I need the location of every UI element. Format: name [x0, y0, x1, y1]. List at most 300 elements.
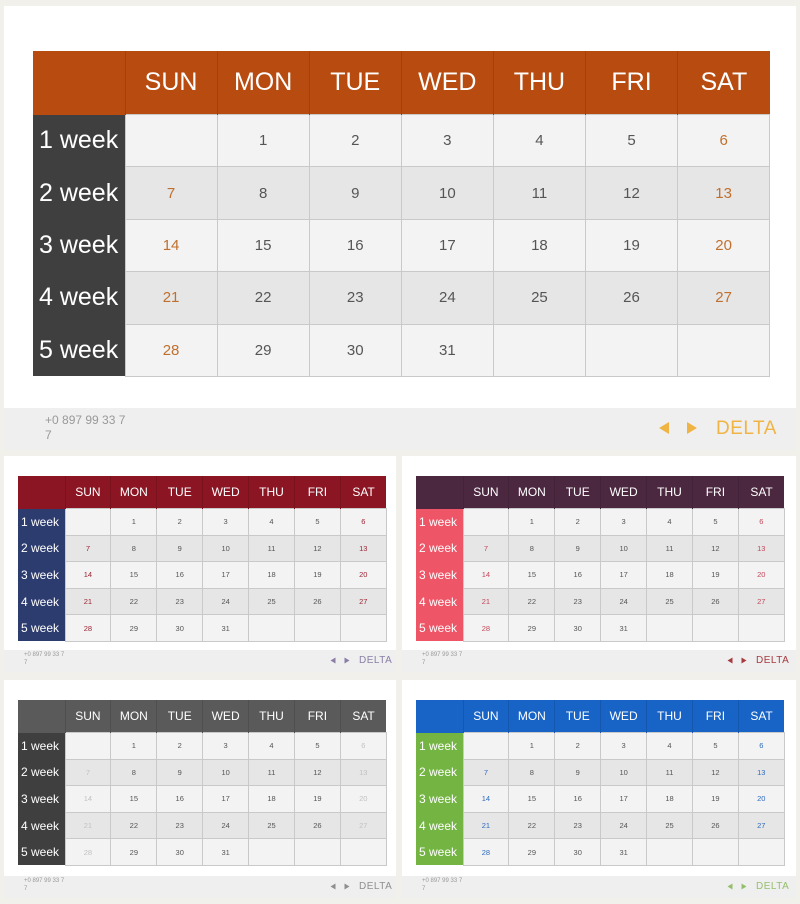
week-label: 3 week	[416, 562, 463, 589]
week-row	[416, 786, 784, 813]
week-label: 2 week	[416, 535, 463, 562]
day-cell[interactable]: 10	[203, 535, 249, 562]
day-cell[interactable]: 11	[647, 759, 693, 786]
day-cell[interactable]: 27	[738, 588, 784, 615]
slide-footer	[4, 408, 796, 450]
day-cell[interactable]: 8	[217, 167, 309, 219]
day-header-fri: FRI	[692, 476, 738, 509]
day-cell[interactable]: 2	[555, 733, 601, 760]
day-cell[interactable]: 29	[217, 324, 309, 376]
week-label: 2 week	[33, 167, 125, 219]
day-cell[interactable]: 30	[157, 839, 203, 866]
day-cell[interactable]: 22	[111, 812, 157, 839]
day-cell[interactable]: 7	[65, 535, 111, 562]
day-cell[interactable]: 13	[340, 759, 386, 786]
week-row	[33, 324, 770, 376]
week-label: 4 week	[18, 588, 65, 615]
day-cell[interactable]	[463, 509, 509, 536]
day-header-wed: WED	[203, 476, 249, 509]
week-label: 1 week	[18, 733, 65, 760]
day-header-fri: FRI	[294, 700, 340, 733]
brand-name: DELTA	[716, 418, 777, 439]
week-label: 1 week	[416, 509, 463, 536]
day-cell[interactable]: 11	[493, 167, 585, 219]
next-arrow-icon[interactable]	[344, 883, 350, 890]
day-cell[interactable]: 1	[111, 509, 157, 536]
day-cell[interactable]: 26	[692, 588, 738, 615]
day-cell[interactable]: 25	[493, 272, 585, 324]
day-cell[interactable]: 31	[601, 839, 647, 866]
day-cell[interactable]: 13	[340, 535, 386, 562]
day-cell[interactable]: 7	[463, 759, 509, 786]
day-cell[interactable]: 13	[678, 167, 770, 219]
day-header-sun: SUN	[125, 51, 217, 115]
header-corner	[33, 51, 125, 115]
day-cell[interactable]: 23	[157, 588, 203, 615]
day-header-mon: MON	[217, 51, 309, 115]
day-cell[interactable]: 16	[555, 562, 601, 589]
week-label: 2 week	[416, 759, 463, 786]
day-cell[interactable]: 17	[401, 219, 493, 271]
week-row	[18, 509, 386, 536]
day-cell[interactable]: 14	[125, 219, 217, 271]
week-label: 5 week	[416, 839, 463, 866]
phone-number: +0 897 99 33 7 7	[45, 413, 126, 442]
next-arrow-icon[interactable]	[741, 883, 747, 890]
day-cell[interactable]: 3	[401, 115, 493, 167]
day-cell[interactable]: 15	[509, 786, 555, 813]
day-cell[interactable]: 17	[203, 562, 249, 589]
day-cell[interactable]: 25	[647, 588, 693, 615]
day-cell[interactable]: 30	[309, 324, 401, 376]
calendar-slide-blue	[402, 680, 796, 898]
week-row	[18, 812, 386, 839]
calendar-header-row	[18, 700, 386, 733]
day-header-tue: TUE	[555, 700, 601, 733]
day-cell[interactable]: 12	[692, 535, 738, 562]
day-cell[interactable]: 21	[463, 812, 509, 839]
day-header-thu: THU	[493, 51, 585, 115]
day-cell[interactable]: 6	[738, 509, 784, 536]
week-row	[416, 562, 784, 589]
day-cell[interactable]: 10	[601, 535, 647, 562]
day-header-thu: THU	[249, 476, 295, 509]
day-cell[interactable]: 26	[692, 812, 738, 839]
day-cell[interactable]: 12	[692, 759, 738, 786]
day-cell[interactable]: 16	[157, 562, 203, 589]
day-cell[interactable]: 14	[65, 786, 111, 813]
day-cell[interactable]: 18	[249, 786, 295, 813]
week-row	[18, 733, 386, 760]
week-label: 3 week	[416, 786, 463, 813]
week-label: 5 week	[18, 615, 65, 642]
day-header-wed: WED	[401, 51, 493, 115]
day-cell[interactable]: 19	[294, 786, 340, 813]
week-row	[416, 812, 784, 839]
day-cell[interactable]: 8	[509, 759, 555, 786]
day-cell[interactable]: 6	[738, 733, 784, 760]
day-header-wed: WED	[203, 700, 249, 733]
week-label: 1 week	[33, 115, 125, 167]
calendar-header-row	[33, 51, 770, 115]
day-cell[interactable]: 15	[509, 562, 555, 589]
day-header-sun: SUN	[65, 700, 111, 733]
week-row	[416, 588, 784, 615]
day-header-tue: TUE	[309, 51, 401, 115]
day-cell[interactable]: 21	[65, 812, 111, 839]
day-cell[interactable]	[493, 324, 585, 376]
day-cell[interactable]: 19	[692, 562, 738, 589]
day-cell[interactable]: 29	[509, 615, 555, 642]
day-cell[interactable]: 23	[309, 272, 401, 324]
day-cell[interactable]: 4	[493, 115, 585, 167]
next-arrow-icon[interactable]	[741, 657, 747, 664]
day-cell[interactable]	[738, 615, 784, 642]
day-cell[interactable]	[678, 324, 770, 376]
week-row	[416, 733, 784, 760]
day-cell[interactable]: 14	[463, 786, 509, 813]
day-cell[interactable]: 8	[509, 535, 555, 562]
prev-arrow-icon[interactable]	[727, 883, 733, 890]
day-cell[interactable]: 22	[217, 272, 309, 324]
day-cell[interactable]: 29	[111, 839, 157, 866]
day-cell[interactable]: 25	[647, 812, 693, 839]
week-row	[18, 535, 386, 562]
day-cell[interactable]: 10	[401, 167, 493, 219]
week-row	[18, 615, 386, 642]
week-row	[18, 786, 386, 813]
week-row	[416, 839, 784, 866]
day-cell[interactable]: 6	[340, 509, 386, 536]
calendar-table	[18, 476, 387, 642]
day-cell[interactable]: 19	[294, 562, 340, 589]
day-header-sat: SAT	[340, 476, 386, 509]
week-label: 5 week	[18, 839, 65, 866]
day-cell[interactable]: 1	[217, 115, 309, 167]
phone-number: +0 897 99 33 7 7	[422, 878, 463, 892]
next-arrow-icon[interactable]	[344, 657, 350, 664]
calendar-table	[18, 700, 387, 866]
header-corner	[416, 476, 463, 509]
day-cell[interactable]: 11	[647, 535, 693, 562]
day-cell[interactable]: 31	[401, 324, 493, 376]
day-header-mon: MON	[509, 476, 555, 509]
day-header-mon: MON	[111, 476, 157, 509]
week-label: 1 week	[18, 509, 65, 536]
day-cell[interactable]: 27	[738, 812, 784, 839]
calendar-header-row	[416, 476, 784, 509]
day-header-tue: TUE	[157, 700, 203, 733]
week-label: 4 week	[18, 812, 65, 839]
day-cell[interactable]: 17	[203, 786, 249, 813]
header-corner	[416, 700, 463, 733]
day-cell[interactable]: 20	[678, 219, 770, 271]
day-cell[interactable]: 2	[157, 509, 203, 536]
day-cell[interactable]: 24	[401, 272, 493, 324]
day-cell[interactable]: 25	[249, 812, 295, 839]
day-cell[interactable]: 28	[65, 615, 111, 642]
day-cell[interactable]	[340, 615, 386, 642]
day-header-thu: THU	[647, 700, 693, 733]
week-label: 3 week	[18, 786, 65, 813]
week-row	[18, 588, 386, 615]
day-cell[interactable]: 18	[249, 562, 295, 589]
day-cell[interactable]: 28	[125, 324, 217, 376]
day-cell[interactable]: 30	[555, 615, 601, 642]
day-cell[interactable]: 21	[65, 588, 111, 615]
slide-nav	[727, 657, 747, 664]
day-cell[interactable]: 16	[555, 786, 601, 813]
day-cell[interactable]: 10	[601, 759, 647, 786]
day-cell[interactable]: 30	[555, 839, 601, 866]
day-cell[interactable]: 31	[601, 615, 647, 642]
day-cell[interactable]: 5	[294, 733, 340, 760]
phone-number: +0 897 99 33 7 7	[24, 878, 65, 892]
day-cell[interactable]: 5	[692, 509, 738, 536]
day-cell[interactable]	[125, 115, 217, 167]
day-cell[interactable]	[738, 839, 784, 866]
day-cell[interactable]	[692, 615, 738, 642]
week-row	[416, 759, 784, 786]
week-row	[18, 839, 386, 866]
header-corner	[18, 476, 65, 509]
day-cell[interactable]: 9	[309, 167, 401, 219]
day-header-mon: MON	[509, 700, 555, 733]
day-cell[interactable]: 3	[203, 509, 249, 536]
day-cell[interactable]: 16	[309, 219, 401, 271]
day-cell[interactable]: 3	[601, 509, 647, 536]
day-cell[interactable]: 11	[249, 535, 295, 562]
day-header-fri: FRI	[585, 51, 677, 115]
slide-footer	[4, 650, 396, 672]
week-row	[416, 509, 784, 536]
week-row	[18, 562, 386, 589]
day-cell[interactable]: 24	[203, 812, 249, 839]
prev-arrow-icon[interactable]	[330, 657, 336, 664]
day-cell[interactable]: 7	[463, 535, 509, 562]
day-cell[interactable]: 19	[692, 786, 738, 813]
day-cell[interactable]	[585, 324, 677, 376]
day-cell[interactable]: 5	[294, 509, 340, 536]
day-cell[interactable]: 12	[294, 535, 340, 562]
day-cell[interactable]: 28	[65, 839, 111, 866]
day-header-sat: SAT	[738, 700, 784, 733]
week-row	[33, 167, 770, 219]
day-cell[interactable]: 1	[509, 733, 555, 760]
day-cell[interactable]: 2	[309, 115, 401, 167]
day-cell[interactable]: 3	[601, 733, 647, 760]
day-cell[interactable]: 27	[678, 272, 770, 324]
slide-nav	[658, 421, 698, 435]
day-cell[interactable]	[340, 839, 386, 866]
day-cell[interactable]: 2	[157, 733, 203, 760]
day-cell[interactable]: 26	[294, 588, 340, 615]
week-label: 2 week	[18, 535, 65, 562]
day-cell[interactable]: 5	[692, 733, 738, 760]
day-cell[interactable]: 28	[463, 839, 509, 866]
day-cell[interactable]: 13	[738, 535, 784, 562]
calendar-slide-plum	[402, 456, 796, 672]
day-cell[interactable]	[294, 839, 340, 866]
day-header-mon: MON	[111, 700, 157, 733]
day-cell[interactable]	[294, 615, 340, 642]
day-cell[interactable]: 28	[463, 615, 509, 642]
header-corner	[18, 700, 65, 733]
week-row	[33, 115, 770, 167]
week-row	[18, 759, 386, 786]
phone-number: +0 897 99 33 7 7	[422, 652, 463, 666]
calendar-header-row	[416, 700, 784, 733]
day-cell[interactable]: 9	[555, 535, 601, 562]
week-row	[33, 219, 770, 271]
day-cell[interactable]: 13	[738, 759, 784, 786]
day-cell[interactable]: 18	[647, 562, 693, 589]
week-label: 2 week	[18, 759, 65, 786]
day-header-tue: TUE	[157, 476, 203, 509]
slide-nav	[727, 883, 747, 890]
day-header-tue: TUE	[555, 476, 601, 509]
day-cell[interactable]	[65, 509, 111, 536]
week-label: 3 week	[18, 562, 65, 589]
day-cell[interactable]: 19	[585, 219, 677, 271]
prev-arrow-icon[interactable]	[330, 883, 336, 890]
day-header-sun: SUN	[463, 700, 509, 733]
day-cell[interactable]: 20	[738, 786, 784, 813]
calendar-slide-large	[4, 6, 796, 450]
day-cell[interactable]: 17	[601, 562, 647, 589]
day-cell[interactable]: 12	[585, 167, 677, 219]
day-cell[interactable]	[647, 615, 693, 642]
day-header-sat: SAT	[738, 476, 784, 509]
day-cell[interactable]: 21	[463, 588, 509, 615]
day-cell[interactable]: 4	[249, 733, 295, 760]
day-cell[interactable]: 26	[585, 272, 677, 324]
day-cell[interactable]: 24	[601, 588, 647, 615]
day-header-sat: SAT	[340, 700, 386, 733]
day-cell[interactable]: 15	[111, 786, 157, 813]
week-label: 4 week	[33, 272, 125, 324]
slide-footer	[402, 876, 796, 898]
day-header-sun: SUN	[65, 476, 111, 509]
week-label: 3 week	[33, 219, 125, 271]
brand-name: DELTA	[359, 881, 393, 892]
calendar-table	[416, 700, 785, 866]
day-cell[interactable]	[647, 839, 693, 866]
week-label: 4 week	[416, 588, 463, 615]
day-cell[interactable]: 12	[294, 759, 340, 786]
calendar-header-row	[18, 476, 386, 509]
day-cell[interactable]: 31	[203, 839, 249, 866]
day-cell[interactable]: 22	[111, 588, 157, 615]
day-cell[interactable]: 20	[738, 562, 784, 589]
day-cell[interactable]: 9	[157, 759, 203, 786]
day-cell[interactable]: 4	[647, 509, 693, 536]
day-cell[interactable]: 11	[249, 759, 295, 786]
day-cell[interactable]: 17	[601, 786, 647, 813]
day-cell[interactable]: 23	[555, 588, 601, 615]
day-cell[interactable]: 4	[249, 509, 295, 536]
prev-arrow-icon[interactable]	[727, 657, 733, 664]
day-cell[interactable]: 14	[65, 562, 111, 589]
day-cell[interactable]: 24	[601, 812, 647, 839]
day-cell[interactable]: 24	[203, 588, 249, 615]
day-cell[interactable]: 6	[678, 115, 770, 167]
day-cell[interactable]	[463, 733, 509, 760]
day-cell[interactable]: 23	[555, 812, 601, 839]
day-cell[interactable]: 18	[493, 219, 585, 271]
day-cell[interactable]: 1	[509, 509, 555, 536]
day-cell[interactable]: 15	[111, 562, 157, 589]
next-arrow-icon[interactable]	[686, 421, 698, 435]
day-cell[interactable]: 15	[217, 219, 309, 271]
brand-name: DELTA	[756, 881, 790, 892]
day-header-fri: FRI	[692, 700, 738, 733]
day-header-fri: FRI	[294, 476, 340, 509]
prev-arrow-icon[interactable]	[658, 421, 670, 435]
day-header-thu: THU	[249, 700, 295, 733]
day-cell[interactable]: 14	[463, 562, 509, 589]
day-cell[interactable]: 4	[647, 733, 693, 760]
day-cell[interactable]: 2	[555, 509, 601, 536]
day-cell[interactable]	[692, 839, 738, 866]
day-cell[interactable]: 27	[340, 812, 386, 839]
day-cell[interactable]	[249, 615, 295, 642]
day-cell[interactable]: 10	[203, 759, 249, 786]
brand-name: DELTA	[359, 655, 393, 666]
slide-nav	[330, 883, 350, 890]
day-cell[interactable]: 25	[249, 588, 295, 615]
day-cell[interactable]	[65, 733, 111, 760]
day-cell[interactable]: 27	[340, 588, 386, 615]
day-cell[interactable]: 31	[203, 615, 249, 642]
day-cell[interactable]: 29	[111, 615, 157, 642]
calendar-slide-crimson	[4, 456, 396, 672]
day-cell[interactable]: 18	[647, 786, 693, 813]
week-label: 4 week	[416, 812, 463, 839]
day-cell[interactable]: 7	[125, 167, 217, 219]
day-cell[interactable]: 9	[157, 535, 203, 562]
day-cell[interactable]: 1	[111, 733, 157, 760]
week-label: 5 week	[33, 324, 125, 376]
day-cell[interactable]: 22	[509, 588, 555, 615]
day-cell[interactable]: 8	[111, 535, 157, 562]
week-row	[416, 615, 784, 642]
day-cell[interactable]: 7	[65, 759, 111, 786]
day-cell[interactable]: 26	[294, 812, 340, 839]
phone-number: +0 897 99 33 7 7	[24, 652, 65, 666]
day-header-wed: WED	[601, 476, 647, 509]
day-cell[interactable]: 8	[111, 759, 157, 786]
day-header-sun: SUN	[463, 476, 509, 509]
day-cell[interactable]: 16	[157, 786, 203, 813]
day-cell[interactable]: 29	[509, 839, 555, 866]
day-cell[interactable]: 21	[125, 272, 217, 324]
calendar-slide-gray	[4, 680, 396, 898]
day-cell[interactable]: 20	[340, 786, 386, 813]
day-cell[interactable]: 9	[555, 759, 601, 786]
day-cell[interactable]: 22	[509, 812, 555, 839]
day-cell[interactable]: 23	[157, 812, 203, 839]
day-cell[interactable]	[249, 839, 295, 866]
day-cell[interactable]: 20	[340, 562, 386, 589]
day-cell[interactable]: 5	[585, 115, 677, 167]
day-cell[interactable]: 30	[157, 615, 203, 642]
day-cell[interactable]: 3	[203, 733, 249, 760]
day-cell[interactable]: 6	[340, 733, 386, 760]
week-label: 1 week	[416, 733, 463, 760]
calendar-table	[416, 476, 785, 642]
day-header-wed: WED	[601, 700, 647, 733]
